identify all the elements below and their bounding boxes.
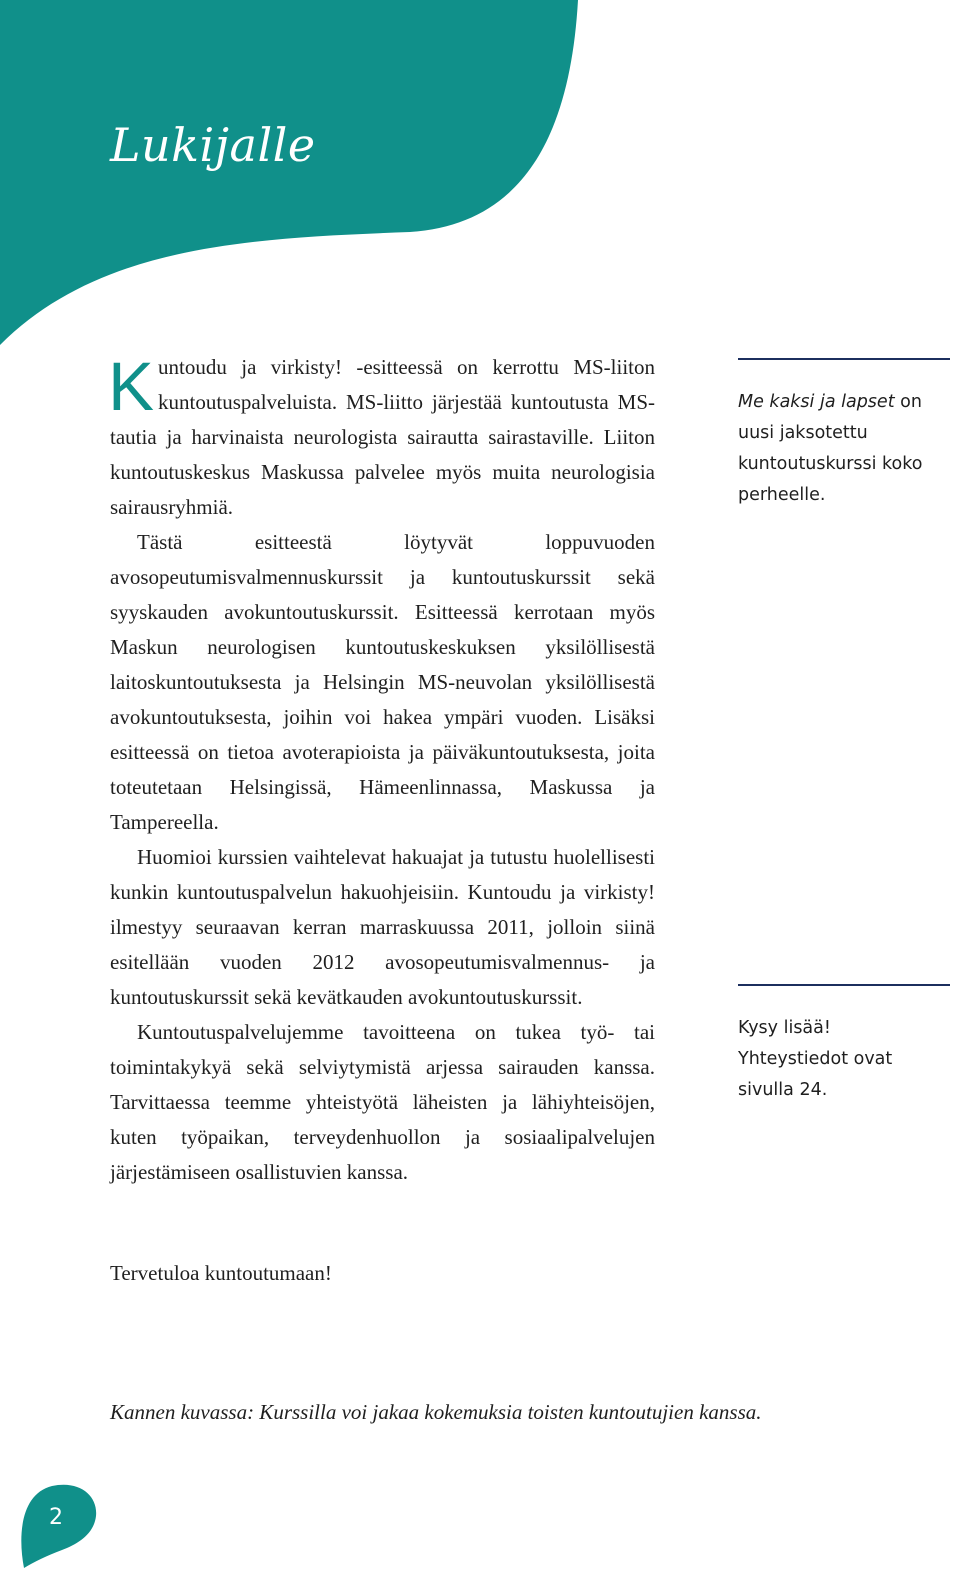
sidebar-divider <box>738 358 950 360</box>
page-title: Lukijalle <box>110 118 316 172</box>
intro-paragraph-text: untoudu ja virkisty! -esitteessä on kerrottu MS-liiton kuntoutuspalveluista. MS-liitto järjestää kuntoutusta MS-tautia ja harvinaista neurologista sairautta sairastaville. Liiton kuntoutuskeskus Maskussa palvelee myös muita neurologisia sairausryhmiä. <box>110 355 655 519</box>
sidebar-divider <box>738 984 950 986</box>
intro-paragraph <box>110 350 655 525</box>
course-description: on uusi jaksotettu kuntoutuskurssi koko perheelle. <box>738 392 923 505</box>
contact-info-text: Yhteystiedot ovat sivulla 24. <box>738 1049 893 1100</box>
header-decoration-shape <box>0 0 600 370</box>
sidebar-note-text <box>738 387 950 511</box>
course-name: Me kaksi ja lapset <box>738 392 895 412</box>
main-text <box>110 350 655 1190</box>
ask-more-label: Kysy lisää! <box>738 1018 831 1038</box>
sidebar-note-course <box>738 358 950 511</box>
drop-cap: K <box>108 348 155 425</box>
header-wave-shape <box>0 0 578 345</box>
content-paragraph-4: Kuntoutuspalvelujemme tavoitteena on tukea työ- tai toimintakykyä sekä selviytymistä arjessa sairauden kanssa. Tarvittaessa teemme yhteistyötä läheisten ja lähiyhteisöjen, kuten työpaikan, terveydenhuollon ja sosiaalipalvelujen järjestämiseen osallistuvien kanssa. <box>110 1020 655 1184</box>
sidebar-note-contact <box>738 984 950 1106</box>
cover-caption: Kannen kuvassa: Kurssilla voi jakaa kokemuksia toisten kuntoutujien kanssa. <box>110 1400 762 1424</box>
content-paragraph-2: Tästä esitteestä löytyvät loppuvuoden avosopeutumisvalmennuskurssit ja kuntoutuskurssit sekä syyskauden avokuntoutuskurssit. Esitteessä kerrotaan myös Maskun neurologisen kuntoutuskeskuksen yksilöllisestä laitoskuntoutuksesta ja Helsingin MS-neuvolan yksilöllisestä avokuntoutuksesta, joihin voi hakea ympäri vuoden. Lisäksi esitteessä on tietoa avoterapioista ja päiväkuntoutuksesta, joita toteutetaan Helsingissä, Hämeenlinnassa, Maskussa ja Tampereella. <box>110 530 655 834</box>
welcome-text: Tervetuloa kuntoutumaan! <box>110 1261 332 1285</box>
content-paragraph-3: Huomioi kurssien vaihtelevat hakuajat ja tutustu huolellisesti kunkin kuntoutuspalvelun hakuohjeisiin. Kuntoudu ja virkisty! ilmestyy seuraavan kerran marraskuussa 2011, jolloin siinä esitellään vuoden 2012 avosopeutumisvalmennus- ja kuntoutuskurssit sekä kevätkauden avokuntoutuskurssit. <box>110 845 655 1009</box>
page-number: 2 <box>49 1505 63 1530</box>
sidebar-contact-text <box>738 1013 950 1106</box>
